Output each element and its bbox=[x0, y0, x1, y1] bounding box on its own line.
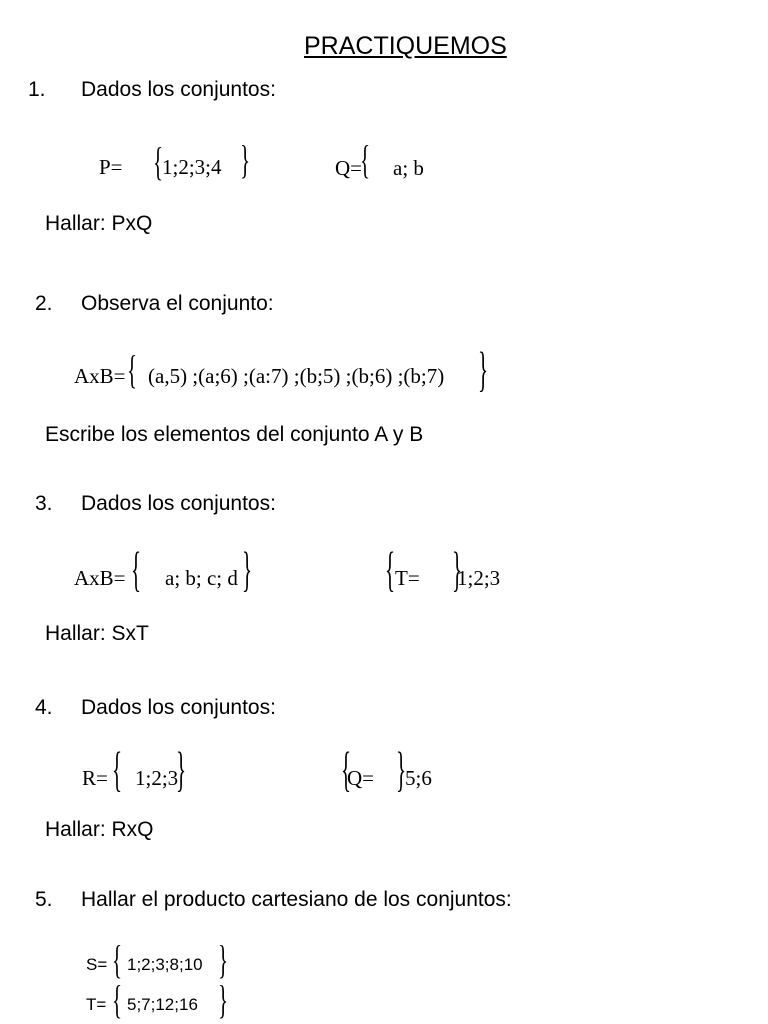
set-axb3-label: AxB= bbox=[74, 566, 126, 590]
set-r-label: R= bbox=[82, 766, 108, 790]
question-1-number: 1. bbox=[28, 78, 46, 101]
set-r-open-brace: { bbox=[112, 741, 123, 797]
set-s-label: S= bbox=[86, 955, 108, 974]
set-t5-label: T= bbox=[86, 995, 107, 1014]
set-axb3-open-brace: { bbox=[131, 541, 142, 597]
set-axb-elements: (a,5) ;(a;6) ;(a:7) ;(b;5) ;(b;6) ;(b;7) bbox=[148, 364, 445, 388]
page-title: PRACTIQUEMOS bbox=[304, 32, 507, 60]
set-p-close-brace: } bbox=[240, 136, 251, 183]
question-4-text: Dados los conjuntos: bbox=[81, 696, 276, 719]
set-t5-open-brace: { bbox=[112, 976, 123, 1023]
set-q4-label: Q= bbox=[347, 766, 375, 790]
set-p-label: P= bbox=[99, 155, 123, 179]
question-1-task: Hallar: PxQ bbox=[45, 212, 153, 235]
set-t5-close-brace: } bbox=[218, 976, 229, 1023]
set-axb3-close-brace: } bbox=[242, 541, 253, 597]
question-4-number: 4. bbox=[35, 696, 53, 719]
set-axb-label: AxB= bbox=[74, 364, 126, 388]
set-q-label: Q= bbox=[335, 156, 363, 180]
set-t-open-brace: { bbox=[385, 541, 396, 597]
question-4-task: Hallar: RxQ bbox=[45, 818, 154, 841]
set-s-open-brace: { bbox=[112, 936, 123, 983]
question-5-number: 5. bbox=[35, 888, 53, 911]
set-r-elements: 1;2;3 bbox=[135, 766, 179, 790]
set-q4-elements: 5;6 bbox=[405, 766, 432, 790]
set-q4-open-brace: { bbox=[341, 741, 352, 797]
set-t-close-brace: } bbox=[452, 541, 463, 597]
set-t-elements: 1;2;3 bbox=[457, 566, 501, 590]
set-t5-elements: 5;7;12;16 bbox=[127, 995, 198, 1014]
set-q-elements: a; b bbox=[393, 156, 424, 180]
set-r-close-brace: } bbox=[176, 741, 187, 797]
set-q-open-brace: { bbox=[360, 136, 371, 183]
set-p-elements: 1;2;3;4 bbox=[162, 155, 222, 179]
question-1-text: Dados los conjuntos: bbox=[81, 78, 276, 101]
question-5-text: Hallar el producto cartesiano de los conjuntos: bbox=[81, 888, 512, 911]
set-axb-close-brace: } bbox=[478, 341, 489, 397]
question-3-number: 3. bbox=[35, 492, 53, 515]
set-t-label: T= bbox=[395, 566, 420, 590]
question-3-task: Hallar: SxT bbox=[45, 622, 149, 645]
set-axb3-elements: a; b; c; d bbox=[165, 566, 238, 590]
question-2-text: Observa el conjunto: bbox=[81, 292, 274, 315]
set-s-elements: 1;2;3;8;10 bbox=[127, 955, 203, 974]
set-q4-close-brace: } bbox=[396, 741, 407, 797]
question-3-text: Dados los conjuntos: bbox=[81, 492, 276, 515]
question-2-number: 2. bbox=[35, 292, 53, 315]
set-s-close-brace: } bbox=[218, 936, 229, 983]
set-p-open-brace: { bbox=[153, 138, 164, 185]
question-2-task: Escribe los elementos del conjunto A y B bbox=[45, 423, 424, 446]
set-axb-open-brace: { bbox=[127, 346, 138, 393]
